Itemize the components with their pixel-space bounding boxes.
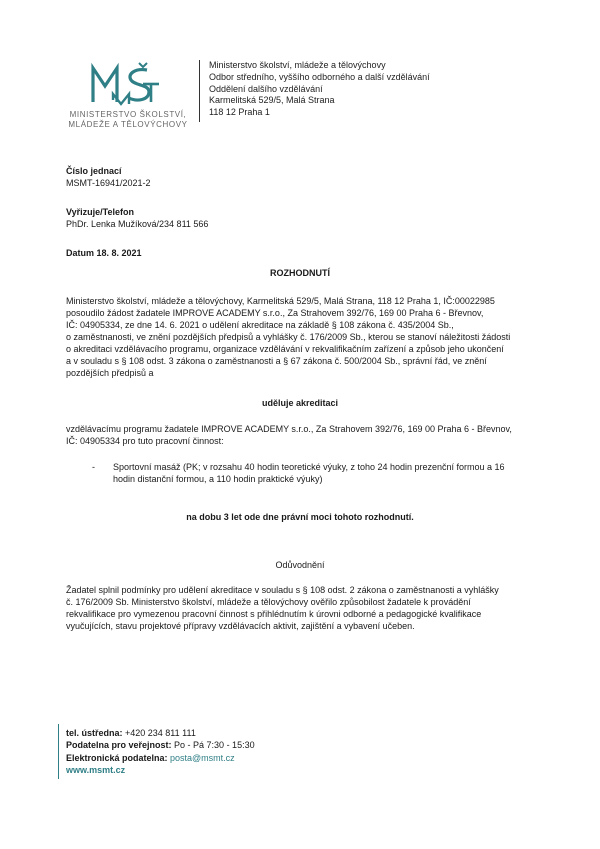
address-line: Oddělení dalšího vzdělávání [209,83,323,94]
contact-value: PhDr. Lenka Mužíková/234 811 566 [66,218,209,229]
document-date: Datum 18. 8. 2021 [66,248,142,258]
header-divider [199,60,200,122]
paragraph-line: IČ: 04905334, ze dne 14. 6. 2021 o udělení akreditace na základě § 108 zákona č. 435/2004 Sb., [66,320,454,330]
footer-phone [66,727,255,739]
footer-phone-label: tel. ústředna: [66,728,123,738]
paragraph-line: IČ: 04905334 pro tuto pracovní činnost: [66,436,224,446]
paragraph-line: vzdělávacímu programu žadatele IMPROVE ACADEMY s.r.o., Za Strahovem 392/76, 169 00 Praha 6 - Břevnov, [66,424,512,434]
address-line: Odbor středního, vyššího odborného a další vzdělávání [209,71,430,82]
address-line: Ministerstvo školství, mládeže a tělovýchovy [209,60,386,70]
paragraph-line: pozdějších předpisů a [66,368,154,378]
duration-statement: na dobu 3 let ode dne právní moci tohoto rozhodnutí. [186,512,414,522]
paragraph-line: posoudilo žádost žadatele IMPROVE ACADEMY s.r.o., Za Strahovem 392/76, 169 00 Praha 6 - Břevnov, [66,308,484,318]
footer-web-link[interactable]: www.msmt.cz [66,765,126,776]
footer-email-label: Elektronická podatelna: [66,752,168,763]
activity-item [113,461,513,485]
paragraph-line: o zaměstnanosti, ve znění pozdějších předpisů a vyhlášky č. 176/2009 Sb., kterou se stanoví náležitosti žádosti [66,332,511,342]
contact-label: Vyřizuje/Telefon [66,207,135,217]
logo-caption-line2: MLÁDEŽE A TĚLOVÝCHOVY [68,120,188,129]
paragraph-line: rekvalifikace pro vymezenou pracovní činnost s přihlédnutím k úrovni odborné a pedagogické kvalifikace [66,609,482,619]
reference-block [66,166,151,189]
address-line: 118 12 Praha 1 [209,107,270,118]
activity-line: hodin distanční formou, a 110 hodin praktické výuky) [113,474,323,484]
paragraph-line: o akreditaci vzdělávacího programu, organizace vzdělávání v rekvalifikačním zařízení a způsob jeho ukončení [66,344,504,354]
address-line: Karmelitská 529/5, Malá Strana [209,95,335,106]
footer-contacts [66,727,255,777]
footer-office-value: Po - Pá 7:30 - 15:30 [171,740,255,751]
reference-value: MSMT-16941/2021-2 [66,177,151,188]
logo-caption-line1: MINISTERSTVO ŠKOLSTVÍ, [69,110,187,119]
sender-address [209,60,430,119]
program-paragraph [66,423,534,447]
bullet-marker: - [92,462,95,472]
document-title: ROZHODNUTÍ [270,268,330,278]
footer-divider [58,724,59,779]
reasoning-heading: Odůvodnění [275,560,325,570]
logo-caption [58,110,198,130]
grant-heading: uděluje akreditaci [261,398,339,408]
paragraph-line: Žadatel splnil podmínky pro udělení akreditace v souladu s § 108 odst. 2 zákona o zaměstnanosti a vyhlášky [66,585,499,595]
footer-office-label: Podatelna pro veřejnost: [66,740,172,751]
paragraph-line: vyučujících, stavu projektové přípravy vzdělávacích aktivit, zajištění a vybavení učeben. [66,621,415,631]
reference-label: Číslo jednací [66,166,122,176]
reasoning-paragraph [66,584,534,632]
footer-email [66,752,255,764]
intro-paragraph [66,295,534,379]
activity-line: Sportovní masáž (PK; v rozsahu 40 hodin teoretické výuky, z toho 24 hodin prezenční formou a 16 [113,462,505,472]
contact-block [66,207,208,230]
footer-phone-value: +420 234 811 111 [122,728,196,738]
paragraph-line: č. 176/2009 Sb. Ministerstvo školství, mládeže a tělovýchovy ověřilo způsobilost žadatele k provádění [66,597,471,607]
footer-email-link[interactable]: posta@msmt.cz [167,752,235,763]
footer-office-hours [66,739,255,751]
paragraph-line: a v souladu s § 108 odst. 3 zákona o zaměstnanosti a § 67 zákona č. 500/2004 Sb., správní řád, ve znění [66,356,487,366]
paragraph-line: Ministerstvo školství, mládeže a tělovýchovy, Karmelitská 529/5, Malá Strana, 118 12 Praha 1, IČ:00022985 [66,296,495,306]
